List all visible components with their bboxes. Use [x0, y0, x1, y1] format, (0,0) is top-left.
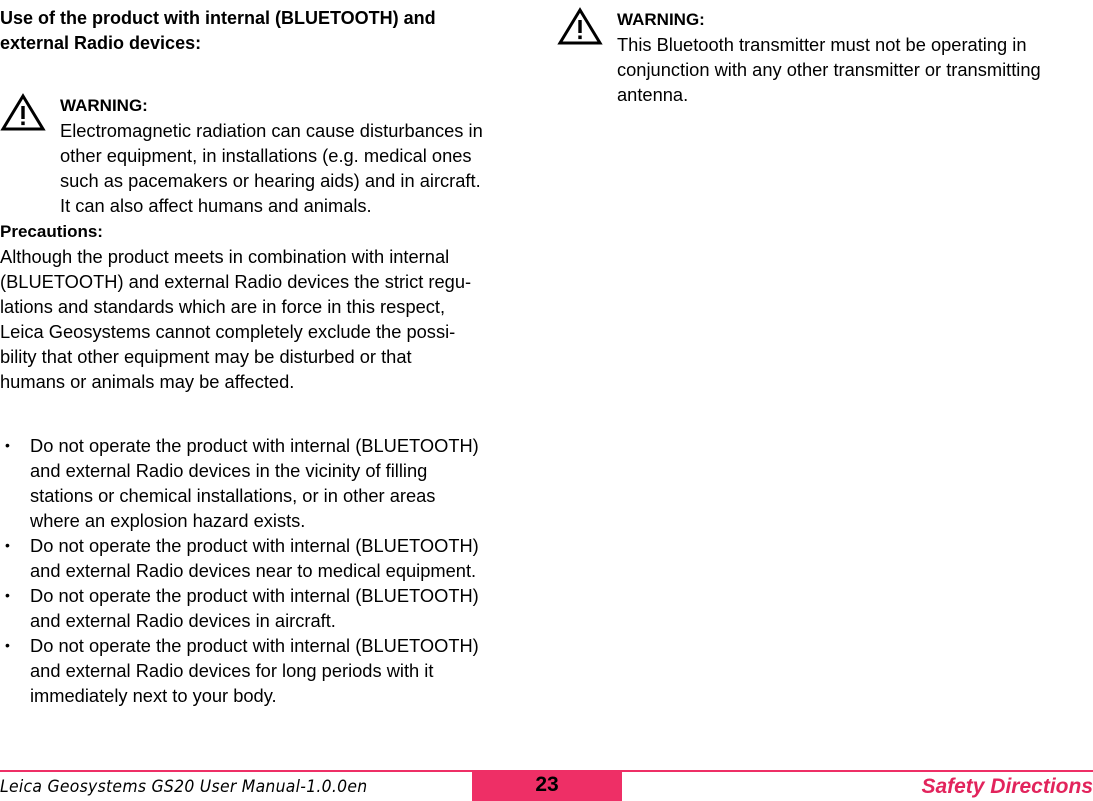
warning-block: [557, 6, 1093, 107]
list-item: [0, 633, 540, 708]
list-item-line: Do not operate the product with internal (BLUETOOTH): [30, 635, 479, 656]
page-number: 23: [472, 771, 622, 801]
footer-section-title: Safety Directions: [921, 775, 1093, 798]
list-item-line: where an explosion hazard exists.: [30, 510, 306, 531]
warning-block: [0, 92, 540, 218]
list-item-line: Do not operate the product with internal (BLUETOOTH): [30, 585, 479, 606]
warning-title: WARNING:: [60, 96, 148, 115]
warning-text: [617, 6, 1093, 107]
right-column: [557, 6, 1093, 107]
warning-line: other equipment, in installations (e.g. medical ones: [60, 145, 472, 166]
paragraph-line: Leica Geosystems cannot completely exclude the possi-: [0, 321, 456, 342]
list-item-line: stations or chemical installations, or in other areas: [30, 485, 436, 506]
warning-line: antenna.: [617, 84, 689, 105]
paragraph-line: Although the product meets in combination with internal: [0, 246, 450, 267]
footer-manual-title: Leica Geosystems GS20 User Manual-1.0.0en: [0, 777, 368, 797]
list-item-line: immediately next to your body.: [30, 685, 277, 706]
warning-line: conjunction with any other transmitter or transmitting: [617, 59, 1041, 80]
warning-line: Electromagnetic radiation can cause disturbances in: [60, 120, 483, 141]
warning-line: such as pacemakers or hearing aids) and in aircraft.: [60, 170, 481, 191]
list-item-line: Do not operate the product with internal (BLUETOOTH): [30, 535, 479, 556]
warning-triangle-icon: [557, 6, 603, 46]
precautions-list: [0, 433, 540, 708]
paragraph-line: lations and standards which are in force in this respect,: [0, 296, 446, 317]
list-item-line: Do not operate the product with internal (BLUETOOTH): [30, 435, 479, 456]
list-item: [0, 583, 540, 633]
warning-triangle-icon: [0, 92, 46, 132]
heading-line: Use of the product with internal (BLUETOOTH) and: [0, 8, 436, 28]
warning-title: WARNING:: [617, 10, 705, 29]
warning-line: This Bluetooth transmitter must not be operating in: [617, 34, 1027, 55]
warning-text: [60, 92, 540, 218]
paragraph-line: humans or animals may be affected.: [0, 371, 295, 392]
list-item-line: and external Radio devices in the vicinity of filling: [30, 460, 428, 481]
list-item-line: and external Radio devices for long periods with it: [30, 660, 434, 681]
paragraph-line: (BLUETOOTH) and external Radio devices the strict regu-: [0, 271, 472, 292]
heading-line: external Radio devices:: [0, 33, 202, 53]
section-heading: [0, 6, 540, 56]
precautions-paragraph: [0, 244, 540, 394]
warning-line: It can also affect humans and animals.: [60, 195, 372, 216]
list-item: [0, 533, 540, 583]
paragraph-line: bility that other equipment may be disturbed or that: [0, 346, 412, 367]
precautions-title: Precautions:: [0, 222, 103, 241]
left-column: [0, 6, 540, 708]
list-item: [0, 433, 540, 533]
list-item-line: and external Radio devices near to medical equipment.: [30, 560, 477, 581]
list-item-line: and external Radio devices in aircraft.: [30, 610, 336, 631]
